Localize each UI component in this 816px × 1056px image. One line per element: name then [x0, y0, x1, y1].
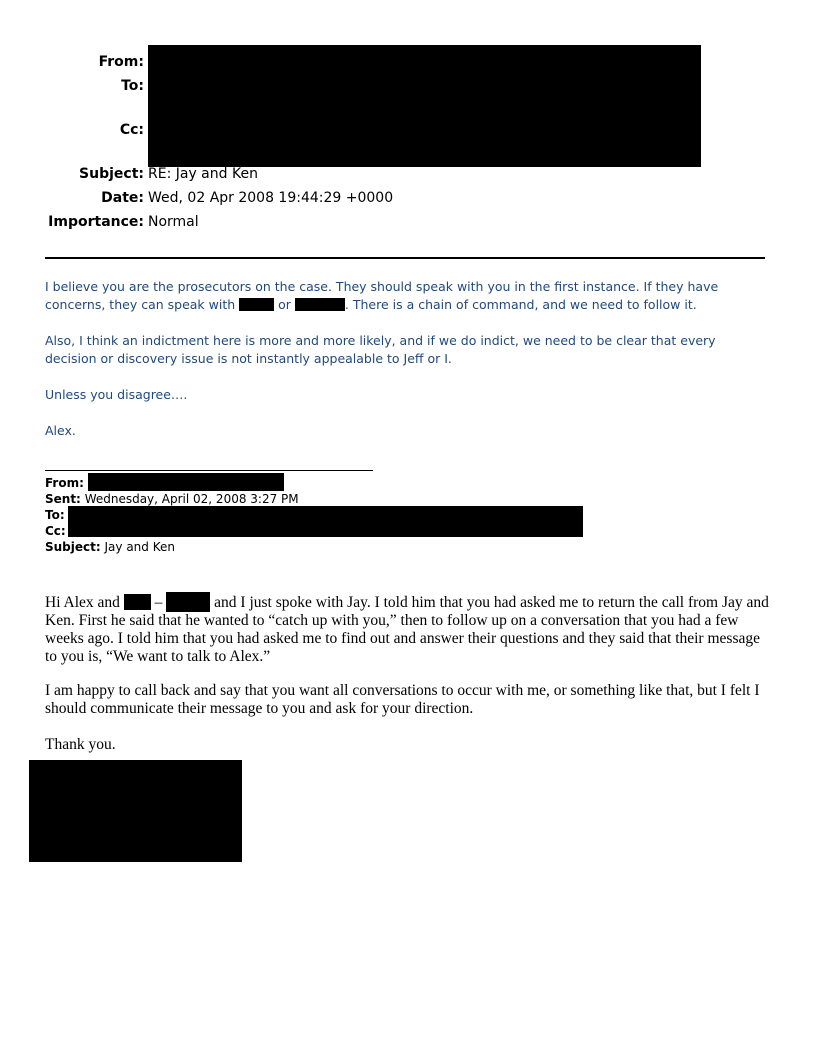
header-divider — [45, 257, 765, 259]
name-redaction — [239, 298, 274, 311]
original-thanks: Thank you. — [45, 736, 116, 753]
header-recipients-redaction — [148, 45, 701, 167]
fwd-recipients-redaction — [68, 506, 583, 537]
reply-p1-text-a: I believe you are the prosecutors on the case. They should speak with you in the first instance. If they have concerns, they can speak with — [45, 279, 719, 312]
fwd-from-label: From: — [45, 476, 84, 490]
name-redaction — [166, 592, 210, 612]
name-redaction — [295, 298, 345, 311]
reply-paragraph-2: Also, I think an indictment here is more and more likely, and if we do indict, we need to be clear that every decision or discovery issue is not instantly appealable to Jeff or I. — [45, 333, 716, 366]
fwd-from-redaction — [88, 473, 284, 491]
reply-paragraph-3: Unless you disagree…. — [45, 387, 188, 402]
fwd-cc-label: Cc: — [45, 524, 66, 538]
subject-value: RE: Jay and Ken — [148, 166, 258, 182]
date-label: Date: — [101, 190, 144, 206]
fwd-subject-row — [45, 539, 175, 555]
fwd-cc-row — [45, 523, 66, 539]
orig-p1-text-a: Hi Alex and — [45, 594, 120, 611]
fwd-to-row — [45, 507, 65, 523]
reply-signoff: Alex. — [45, 423, 76, 438]
name-redaction — [124, 594, 151, 610]
importance-value: Normal — [148, 214, 199, 230]
importance-label: Importance: — [48, 214, 144, 230]
cc-label: Cc: — [119, 122, 144, 138]
fwd-from-row — [45, 475, 84, 491]
orig-p1-dash: – — [154, 594, 163, 611]
from-label: From: — [98, 54, 144, 70]
forwarded-divider — [45, 470, 373, 471]
date-value: Wed, 02 Apr 2008 19:44:29 +0000 — [148, 190, 394, 206]
reply-p1-or: or — [278, 297, 291, 312]
fwd-subject-value: Jay and Ken — [104, 540, 175, 554]
subject-label: Subject: — [79, 166, 144, 182]
reply-p1-text-b: . There is a chain of command, and we need to follow it. — [344, 297, 697, 312]
reply-paragraph-1 — [45, 278, 765, 314]
signature-redaction — [29, 760, 242, 862]
fwd-sent-row — [45, 491, 299, 507]
fwd-sent-label: Sent: — [45, 492, 81, 506]
to-label: To: — [121, 78, 144, 94]
fwd-sent-value: Wednesday, April 02, 2008 3:27 PM — [84, 492, 299, 506]
fwd-subject-label: Subject: — [45, 540, 101, 554]
orig-p1-text-b: and I just spoke with Jay. I told him that you had asked me to return the call from Jay and Ken. First he said that he wanted to “catch up with you,” then to follow up on a conversation that you had a few weeks ago. I told him that you had asked me to find out and answer their questions and they said that their message to you is, “We want to talk to Alex.” — [45, 594, 769, 665]
original-paragraph-1 — [45, 592, 769, 665]
fwd-to-label: To: — [45, 508, 65, 522]
original-paragraph-2: I am happy to call back and say that you want all conversations to occur with me, or something like that, but I felt I should communicate their message to you and ask for your direction. — [45, 682, 760, 717]
